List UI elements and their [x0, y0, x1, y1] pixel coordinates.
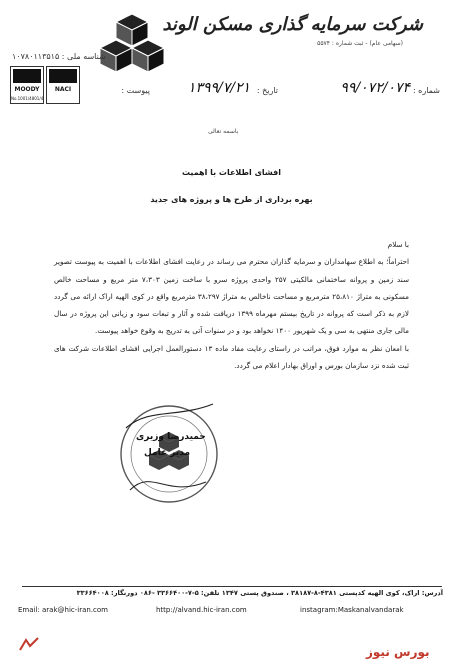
company-logo-icon	[86, 12, 178, 74]
letter-subject: بهره برداری از طرح ها و پروژه های جدید	[150, 195, 313, 204]
naci-certification-badge	[46, 66, 80, 104]
footer-website-link[interactable]: http://alvand.hic-iran.com	[156, 606, 247, 614]
bourse-news-watermark: بورس نیوز	[366, 645, 430, 659]
attachment-label: پیوست :	[121, 86, 150, 95]
date-label: تاریخ :	[256, 86, 278, 95]
certificate-number: No.1001/4801/4	[11, 96, 44, 101]
footer-email-link[interactable]: Email: arak@hic-iran.com	[18, 606, 108, 614]
moody-label: MOODY	[14, 86, 40, 93]
company-name: شرکت سرمایه گذاری مسکن الوند	[162, 14, 423, 35]
letter-number: ۹۹/۰۷۲/۰۷۴	[340, 80, 410, 96]
body-paragraph: احتراماً؛ به اطلاع سهامداران و سرمایه گذاران محترم می رساند در رعایت افشای اطلاعات با اهمیت به پیوست تصویر سند زمین و پروانه ساختمانی مالکیتی ۲۵۷ واحدی پروژه سرو با ساخت زمین ۷،۳۰۳ متر مربع و مساحت خالص مسکونی به متراژ ۲۵،۸۱۰ مترمربع و مساحت ناخالص به متراژ ۳۸،۲۹۷ مترمربع واقع در کوی الهیه اراک ارائه می گردد لازم به ذکر است که پروانه در تاریخ بیستم مهرماه ۱۳۹۹ دریافت شده و آثار و تبعات سود و زیانی این پروژه در سال مالی جاری منتهی به سی و یک شهریور ۱۴۰۰ نخواهد بود و در سنوات آتی به تدریج به وقوع خواهد پیوست.	[54, 257, 409, 336]
number-label: شماره :	[412, 86, 440, 95]
letter-meta	[80, 82, 440, 106]
naci-emblem-icon	[49, 69, 77, 83]
greeting: با سلام	[387, 240, 409, 249]
footer-instagram-link[interactable]: instagram:Maskanalvandarak	[300, 606, 404, 614]
body-paragraph: با امعان نظر به موارد فوق، مراتب در راستای رعایت مفاد ماده ۱۳ دستورالعمل اجرایی افشای اطلاعات شرکت های ثبت شده نزد سازمان بورس و اوراق بهادار اعلام می گردد.	[54, 343, 409, 371]
footer-address: آدرس: اراک، کوی الهیه کدپستی ۴۳۸۱-۸-۳۸۱۸۷ ، صندوق پستی ۱۳۴۷ تلفن: ۵-۷-۳۳۶۶۴۰۰ -۰۸۶ دورنگار: ۳۳۶۶۴۰۰۸	[76, 589, 443, 597]
basmala: باسمه تعالی	[208, 128, 239, 135]
moody-certification-badge	[10, 66, 44, 104]
letter-date: ۱۳۹۹/۷/۲۱	[187, 80, 250, 96]
bourse-news-logo-icon	[18, 636, 40, 652]
signatory-name: حمیدرضا وزیری	[136, 432, 206, 442]
moody-emblem-icon	[13, 69, 41, 83]
letter-body	[54, 236, 409, 374]
national-id: شناسه ملی : ۱۰۷۸۰۱۱۳۵۱۵	[12, 52, 106, 61]
signatory-title: مدیر عامل	[144, 448, 191, 458]
footer-divider	[22, 586, 442, 587]
naci-label: NACI	[54, 86, 72, 93]
footer-contacts	[18, 606, 443, 618]
company-registration: (سهامی عام) - ثبت شماره : ۵۵۷۴	[317, 40, 403, 47]
letter-title: افشای اطلاعات با اهمیت	[181, 168, 282, 177]
